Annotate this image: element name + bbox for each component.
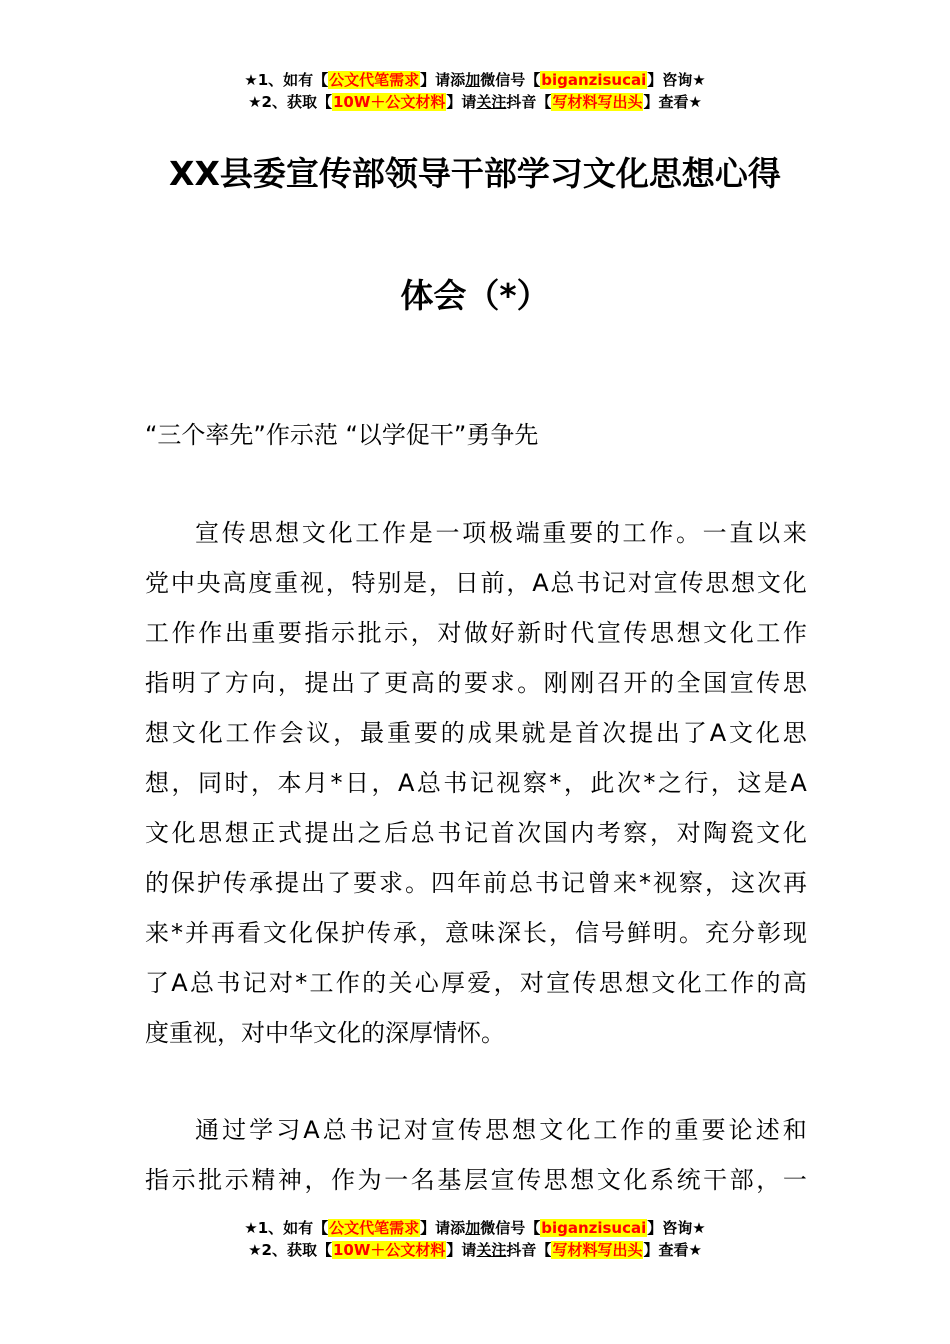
text-line: 指 示 批 示 精 神 ， 作 为 一 名 基 层 宣 传 思 想 文 化 系 统 干 部 ， 一 (145, 1166, 807, 1194)
highlight-douyin: 写材料写出头 (552, 1241, 643, 1259)
text-line: 想 ， 同 时 ， 本 月 * 日 ， A 总 书 记 视 察 * ， 此 次 * 之 行 ， 这 是 A (145, 769, 807, 797)
paragraph-1 (145, 508, 807, 1058)
highlight-materials: 10W＋公文材料 (332, 1241, 446, 1259)
highlight-douyin: 写材料写出头 (552, 93, 643, 111)
text-line: 文 化 思 想 正 式 提 出 之 后 总 书 记 首 次 国 内 考 察 ， 对 陶 瓷 文 化 (145, 819, 807, 847)
document-title-line-2: 体会（*） (400, 276, 550, 315)
document-subtitle: “三个率先”作示范 “以学促干”勇争先 (145, 421, 539, 449)
promo-banner-top (0, 69, 950, 113)
promo-line-2: ★2、获取【10W＋公文材料】请关注抖音【写材料写出头】查看★ (248, 1241, 702, 1259)
text-line: 通 过 学 习 A 总 书 记 对 宣 传 思 想 文 化 工 作 的 重 要 论 述 和 (195, 1116, 807, 1144)
text-line: 度重视，对中华文化的深厚情怀。 (145, 1019, 505, 1047)
promo-line-1: ★1、如有【公文代笔需求】请添加微信号【biganzisucai】咨询★ (244, 71, 706, 89)
highlight-wechat-id: biganzisucai (541, 1219, 647, 1237)
promo-banner-bottom (0, 1217, 950, 1261)
text-line: 了 A 总 书 记 对 * 工 作 的 关 心 厚 爱 ， 对 宣 传 思 想 文 化 工 作 的 高 (145, 969, 807, 997)
text-line: 的 保 护 传 承 提 出 了 要 求 。 四 年 前 总 书 记 曾 来 * 视 察 ， 这 次 再 (145, 869, 807, 897)
highlight-service: 公文代笔需求 (329, 1219, 420, 1237)
text-line: 工 作 作 出 重 要 指 示 批 示 ， 对 做 好 新 时 代 宣 传 思 想 文 化 工 作 (145, 619, 807, 647)
text-line: 来 * 并 再 看 文 化 保 护 传 承 ， 意 味 深 长 ， 信 号 鲜 明 。 充 分 彰 现 (145, 919, 807, 947)
promo-line-2: ★2、获取【10W＋公文材料】请关注抖音【写材料写出头】查看★ (248, 93, 702, 111)
paragraph-2 (145, 1105, 807, 1205)
document-title-line-1: XX县委宣传部领导干部学习文化思想心得 (169, 154, 781, 193)
highlight-materials: 10W＋公文材料 (332, 93, 446, 111)
text-line: 宣 传 思 想 文 化 工 作 是 一 项 极 端 重 要 的 工 作 。 一 直 以 来 (195, 519, 807, 547)
highlight-service: 公文代笔需求 (329, 71, 420, 89)
highlight-wechat-id: biganzisucai (541, 71, 647, 89)
text-line: 指 明 了 方 向 ， 提 出 了 更 高 的 要 求 。 刚 刚 召 开 的 全 国 宣 传 思 (145, 669, 807, 697)
text-line: 党 中 央 高 度 重 视 ， 特 别 是 ， 日 前 ， A 总 书 记 对 宣 传 思 想 文 化 (145, 569, 807, 597)
text-line: 想 文 化 工 作 会 议 ， 最 重 要 的 成 果 就 是 首 次 提 出 了 A 文 化 思 (145, 719, 807, 747)
promo-line-1: ★1、如有【公文代笔需求】请添加微信号【biganzisucai】咨询★ (244, 1219, 706, 1237)
